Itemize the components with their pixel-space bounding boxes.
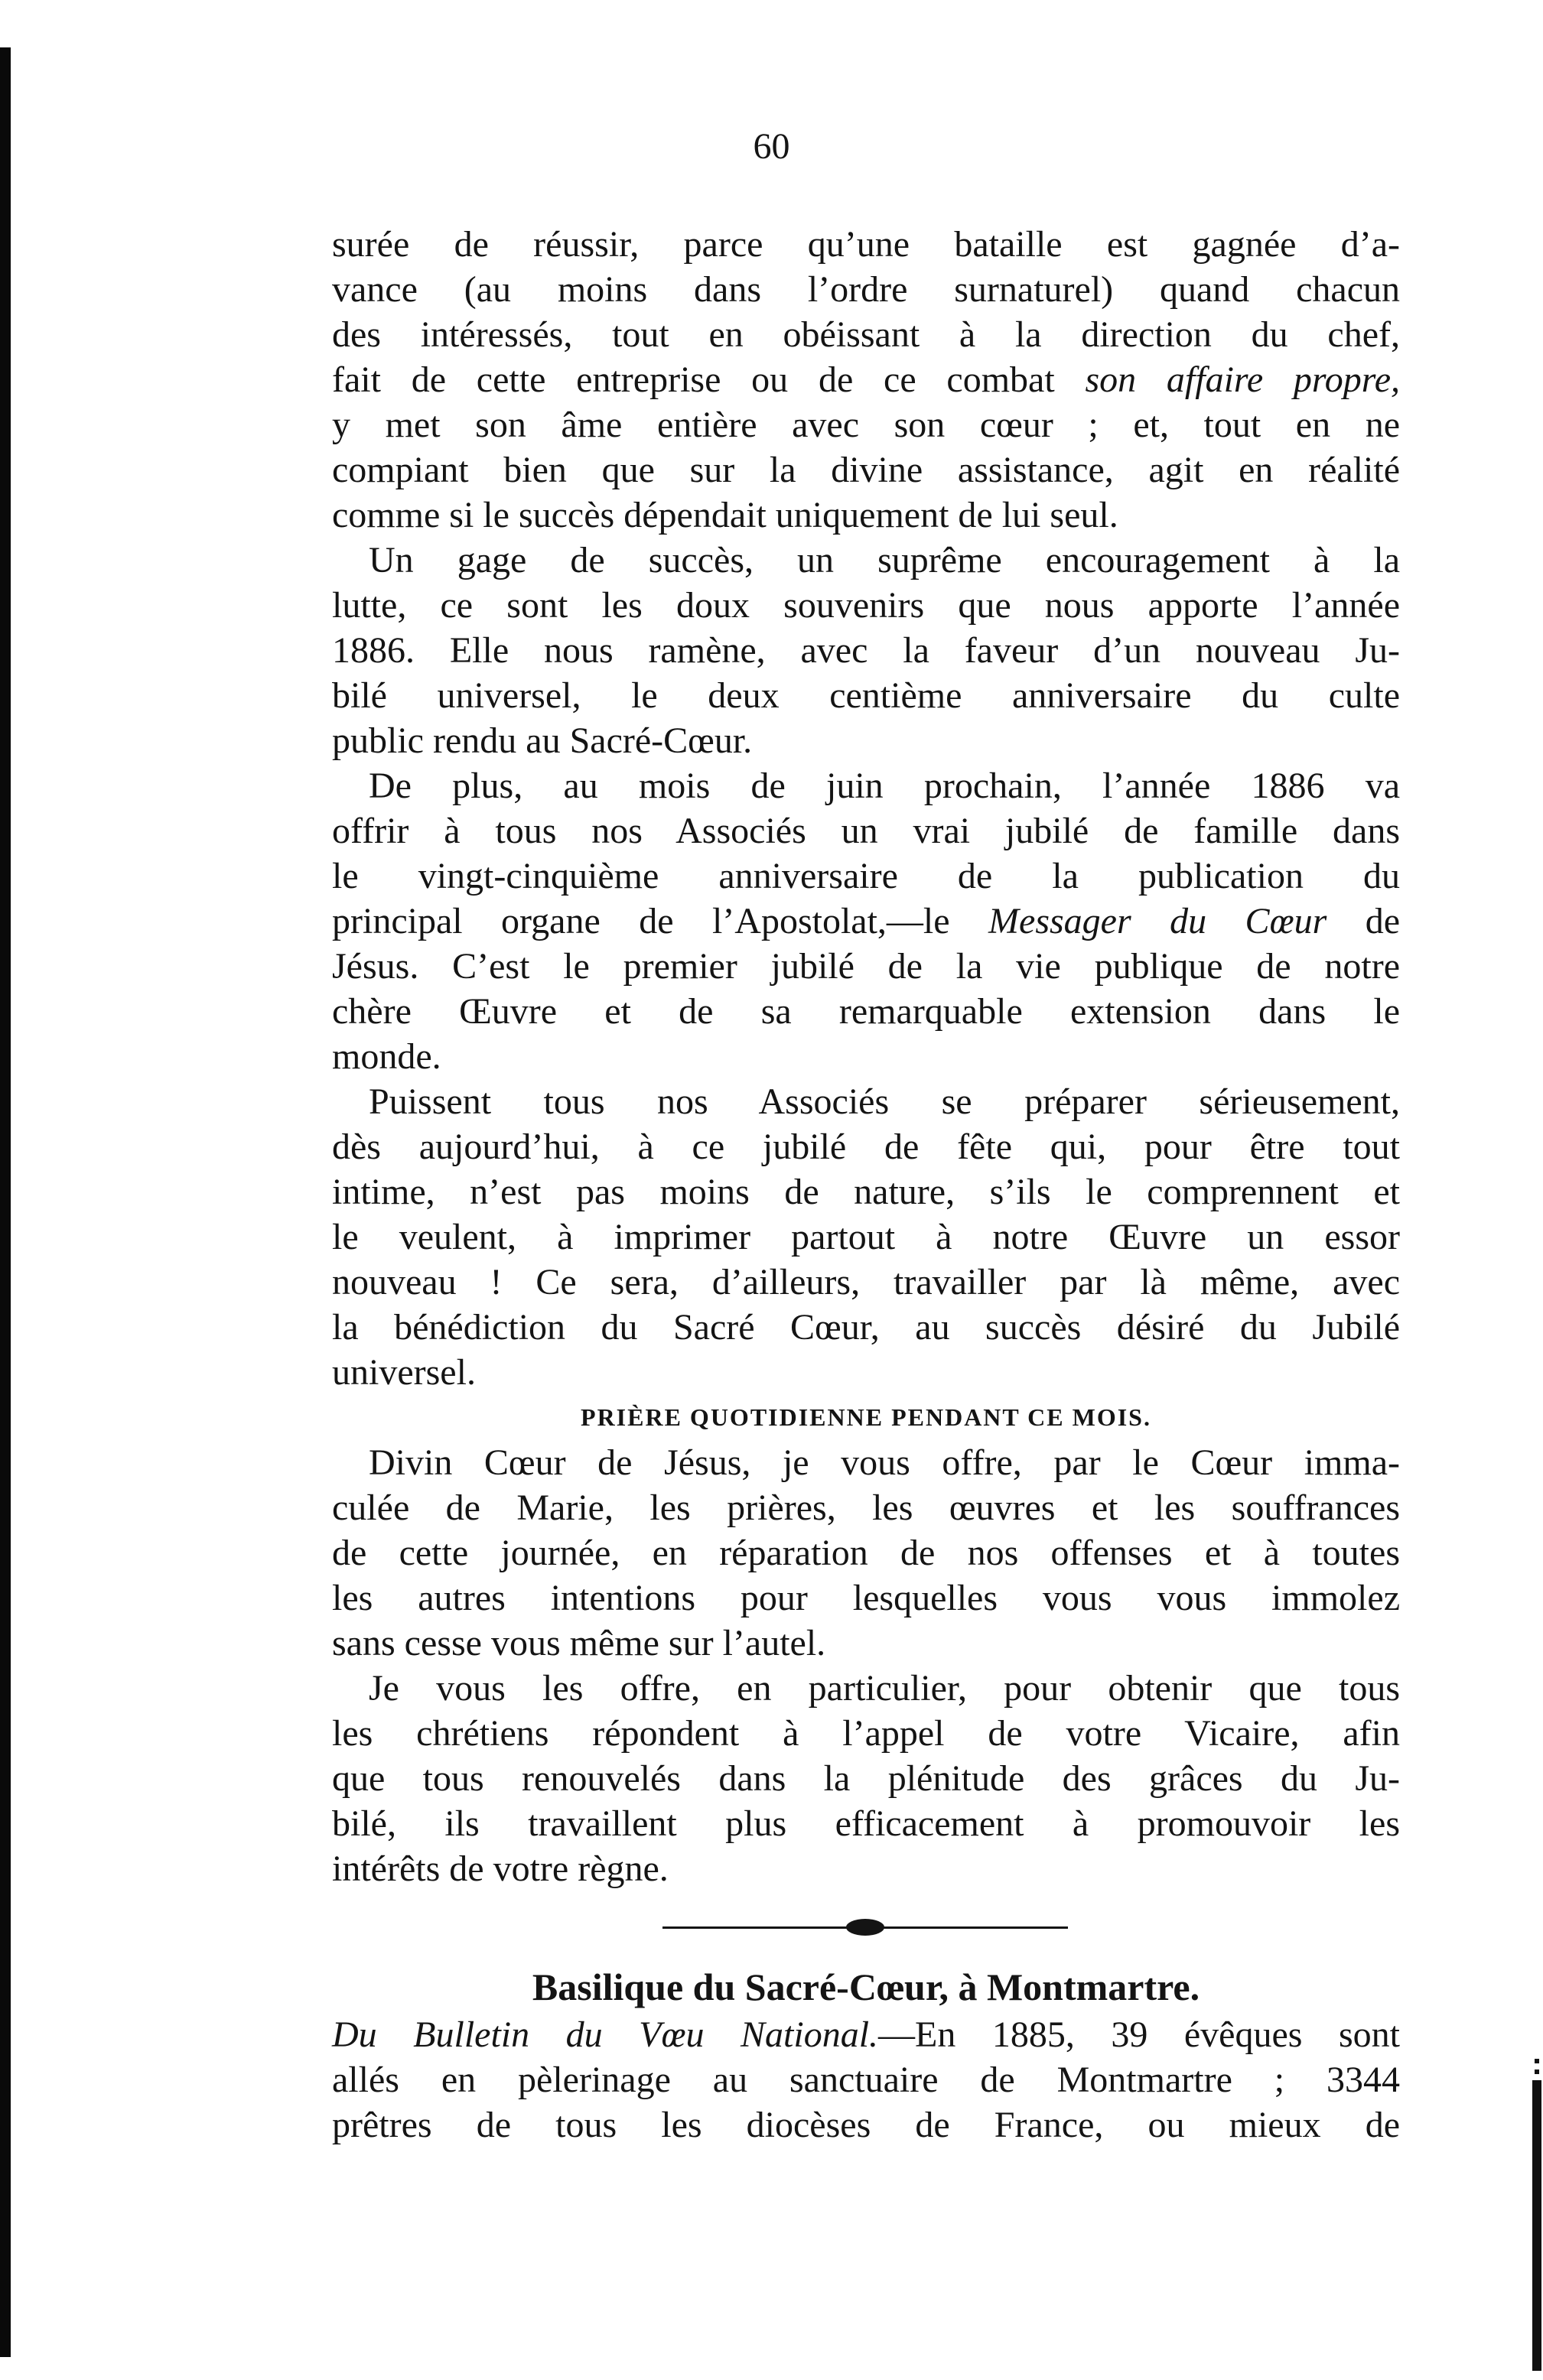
text-run: fait de cette entreprise ou de ce combat bbox=[332, 359, 1086, 400]
text-line: Divin Cœur de Jésus, je vous offre, par le Cœur imma- bbox=[369, 1442, 1400, 1483]
paragraph-4 bbox=[332, 1079, 1400, 1395]
paragraph-1 bbox=[332, 222, 1400, 538]
text-line: les autres intentions pour lesquelles vous vous immolez bbox=[332, 1578, 1400, 1618]
text-line: 1886. Elle nous ramène, avec la faveur d’un nouveau Ju- bbox=[332, 630, 1400, 671]
text-line: le veulent, à imprimer partout à notre Œuvre un essor bbox=[332, 1217, 1400, 1257]
text-line: universel. bbox=[332, 1352, 476, 1393]
paragraph-3 bbox=[332, 763, 1400, 1079]
text-line: sans cesse vous même sur l’autel. bbox=[332, 1623, 826, 1663]
text-line: bilé universel, le deux centième anniversaire du culte bbox=[332, 675, 1400, 716]
divider-ornament bbox=[846, 1919, 884, 1936]
paragraph-2 bbox=[332, 538, 1400, 763]
italic-text: son affaire propre, bbox=[1085, 359, 1401, 400]
text-line: des intéressés, tout en obéissant à la direction du chef, bbox=[332, 314, 1400, 355]
text-line: les chrétiens répondent à l’appel de votre Vicaire, afin bbox=[332, 1713, 1400, 1754]
scan-speck bbox=[1535, 2069, 1539, 2074]
text-line: y met son âme entière avec son cœur ; et, tout en ne bbox=[332, 405, 1400, 445]
scan-speck bbox=[1535, 2059, 1539, 2063]
text-line: Je vous les offre, en particulier, pour obtenir que tous bbox=[369, 1668, 1400, 1709]
text-line: que tous renouvelés dans la plénitude des grâces du Ju- bbox=[332, 1758, 1400, 1799]
text-run: de bbox=[1327, 901, 1401, 941]
text-line: la bénédiction du Sacré Cœur, au succès désiré du Jubilé bbox=[332, 1307, 1400, 1348]
text-line: intime, n’est pas moins de nature, s’ils le comprennent et bbox=[332, 1172, 1400, 1212]
text-line: Puissent tous nos Associés se préparer sérieusement, bbox=[369, 1081, 1400, 1122]
text-line: dès aujourd’hui, à ce jubilé de fête qui, pour être tout bbox=[332, 1127, 1400, 1167]
ornamental-divider bbox=[332, 1891, 1400, 1962]
text-line: Un gage de succès, un suprême encouragement à la bbox=[369, 540, 1400, 580]
scan-binding-edge bbox=[0, 47, 11, 2357]
text-line bbox=[332, 2012, 1400, 2057]
paragraph-5 bbox=[332, 1440, 1400, 1666]
text-line: le vingt-cinquième anniversaire de la publication du bbox=[332, 856, 1400, 896]
paragraph-6 bbox=[332, 1666, 1400, 1891]
text-line: bilé, ils travaillent plus efficacement à promouvoir les bbox=[332, 1803, 1400, 1844]
prayer-heading: PRIÈRE QUOTIDIENNE PENDANT CE MOIS. bbox=[581, 1403, 1151, 1431]
text-line: nouveau ! Ce sera, d’ailleurs, travailler par là même, avec bbox=[332, 1262, 1400, 1302]
text-line bbox=[332, 899, 1400, 944]
text-line: public rendu au Sacré-Cœur. bbox=[332, 720, 753, 761]
italic-text: Messager du Cœur bbox=[988, 901, 1327, 941]
page-number: 60 bbox=[753, 126, 790, 167]
text-line: surée de réussir, parce qu’une bataille est gagnée d’a- bbox=[332, 224, 1400, 265]
page-body bbox=[332, 222, 1400, 2148]
text-run: —En 1885, 39 évêques sont bbox=[878, 2014, 1400, 2055]
text-line: compiant bien que sur la divine assistance, agit en réalité bbox=[332, 450, 1400, 490]
text-line: lutte, ce sont les doux souvenirs que nous apporte l’année bbox=[332, 585, 1400, 626]
text-line: Jésus. C’est le premier jubilé de la vie publique de notre bbox=[332, 946, 1400, 987]
scan-page-edge bbox=[1532, 2080, 1541, 2371]
italic-text: Du Bulletin du Vœu National. bbox=[332, 2014, 879, 2055]
section-heading: Basilique du Sacré-Cœur, à Montmartre. bbox=[532, 1965, 1200, 2008]
text-line: offrir à tous nos Associés un vrai jubilé de famille dans bbox=[332, 811, 1400, 851]
text-line: culée de Marie, les prières, les œuvres et les souffrances bbox=[332, 1488, 1400, 1528]
text-line: allés en pèlerinage au sanctuaire de Montmartre ; 3344 bbox=[332, 2060, 1400, 2100]
text-line: comme si le succès dépendait uniquement de lui seul. bbox=[332, 495, 1118, 535]
text-line: intérêts de votre règne. bbox=[332, 1848, 669, 1889]
text-line: prêtres de tous les diocèses de France, ou mieux de bbox=[332, 2105, 1400, 2145]
text-line: De plus, au mois de juin prochain, l’année 1886 va bbox=[369, 766, 1400, 806]
text-run: principal organe de l’Apostolat,—le bbox=[332, 901, 989, 941]
text-line: vance (au moins dans l’ordre surnaturel) quand chacun bbox=[332, 269, 1400, 310]
text-line: monde. bbox=[332, 1036, 441, 1077]
paragraph-7 bbox=[332, 2012, 1400, 2148]
text-line bbox=[332, 357, 1400, 402]
text-line: de cette journée, en réparation de nos offenses et à toutes bbox=[332, 1533, 1400, 1573]
text-line: chère Œuvre et de sa remarquable extension dans le bbox=[332, 991, 1400, 1032]
